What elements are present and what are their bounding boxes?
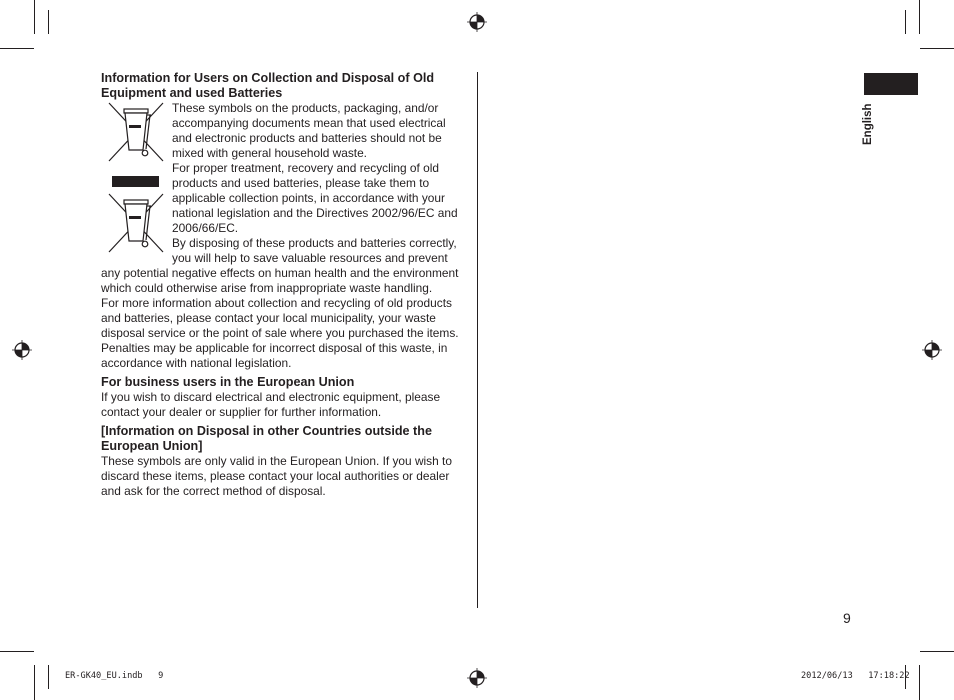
section-heading-disposal: Information for Users on Collection and Disposal of Old Equipment and used Batteries (101, 71, 435, 100)
crop-mark (919, 0, 920, 34)
business-users-paragraph: If you wish to discard electrical and electronic equipment, please contact your dealer or supplier for further information. (101, 390, 441, 419)
crossed-out-wheelie-bin-icon (106, 102, 166, 164)
section-heading-outside-eu: [Information on Disposal in other Countries outside the European Union] (101, 424, 432, 453)
footer-timestamp: 2012/06/13 17:18:22 (801, 671, 910, 681)
disposal-paragraph-wrapped: These symbols on the products, packaging, and/or accompanying documents mean that used electrical and electronic products and batteries should not be mixed with general household waste. For proper treatment, recovery and recycling of old products and used batteries, please take them to applicable collection points, in accordance with your national legislation and the Directives 2002/96/EC and 2006/66/EC. By disposing of these products and batteries correctly, you will help to save valuable resources and prevent (172, 101, 458, 265)
crosshair-registration-icon (467, 668, 487, 688)
crop-mark (920, 651, 954, 652)
crop-mark (0, 48, 34, 49)
section-heading-business-users: For business users in the European Union (101, 375, 355, 389)
black-bar-marking (112, 176, 159, 187)
crop-mark (48, 665, 49, 689)
crop-mark (48, 10, 49, 34)
disposal-paragraph-full: any potential negative effects on human health and the environment which could otherwise arise from inappropriate waste handling. For more information about collection and recycling of old products and batteries, please contact your local municipality, your waste disposal service or the point of sale where you purchased the items. Penalties may be applicable for incorrect disposal of this waste, in accordance with national legislation. (101, 266, 459, 370)
crop-mark (34, 0, 35, 34)
crosshair-registration-icon (467, 12, 487, 32)
crosshair-registration-icon (12, 340, 32, 360)
column-divider (477, 72, 478, 608)
outside-eu-paragraph: These symbols are only valid in the European Union. If you wish to discard these items, please contact your local authorities or dealer and ask for the correct method of disposal. (101, 454, 452, 498)
crossed-out-wheelie-bin-icon (106, 193, 166, 255)
crop-mark (0, 651, 34, 652)
crop-mark (920, 48, 954, 49)
page-number: 9 (843, 610, 851, 626)
crosshair-registration-icon (922, 340, 942, 360)
crop-mark (919, 665, 920, 700)
crop-mark (905, 10, 906, 34)
language-tab (864, 73, 918, 95)
language-label: English (862, 103, 874, 145)
footer-file-name: ER-GK40_EU.indb 9 (65, 671, 164, 681)
crop-mark (34, 665, 35, 700)
